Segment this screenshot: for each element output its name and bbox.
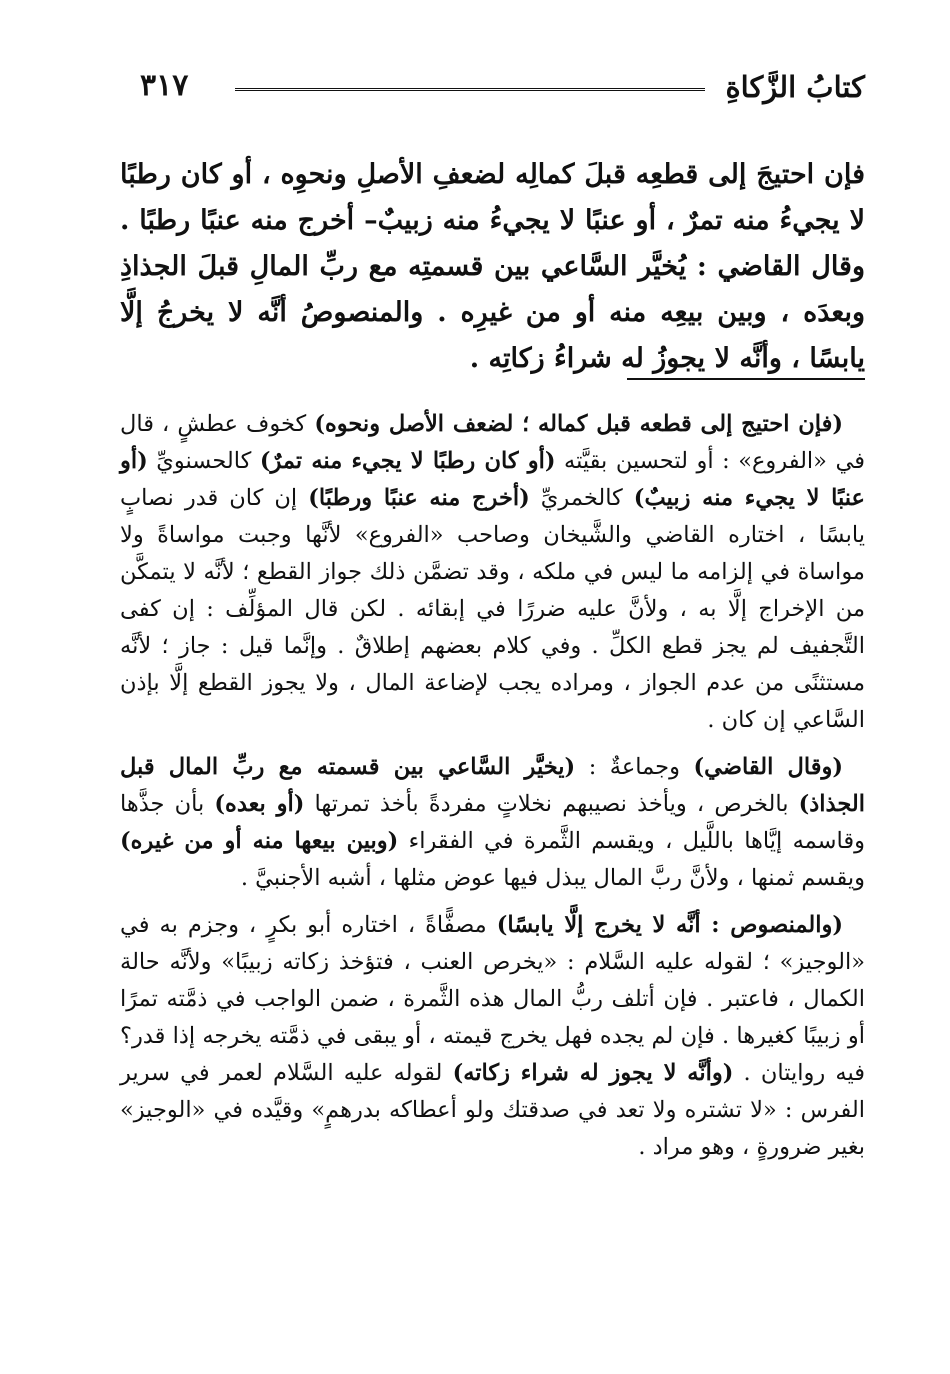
bold-quoted-text: (أو كان رطبًا لا يجيء منه تمرٌ) <box>259 448 556 474</box>
bold-quoted-text: (وبين بيعها منه أو من غيره) <box>120 828 399 854</box>
header-rule <box>235 88 705 91</box>
bold-quoted-text: (أو بعده) <box>214 791 305 817</box>
commentary <box>120 406 865 1176</box>
commentary-text: إن كان قدر نصابٍ يابسًا ، اختاره القاضي والشَّيخان وصاحب «الفروع» لأنَّها وجبت مواساةً ولا مواساة في إلزامه ما ليس في ملكه ، وقد تضمَّن ذلك جواز القطع ؛ لأنَّه لا يتمكَّن من الإخراج إلَّا به ، ولأنَّ عليه ضررًا في إبقائه . لكن قال المؤلِّف : إن كفى التَّجفيف لم يجز قطع الكلِّ . وفي كلام بعضهم إطلاقٌ . وإنَّما قيل : جاز ؛ لأنَّه مستثنًى من عدم الجواز ، ومراده يجب لإضاعة المال ، ولا يجوز القطع إلَّا بإذن السَّاعي إن كان . <box>120 485 865 733</box>
commentary-text: بأن جذَّها وقاسمه إيَّاها باللَّيل ، ويقسم الثَّمرة في الفقراء <box>120 791 865 854</box>
page-header <box>140 58 865 108</box>
page-number: ٣١٧ <box>140 68 189 103</box>
text-divider <box>627 378 865 380</box>
main-text: فإن احتيجَ إلى قطعِه قبلَ كمالِه لضعفِ الأصلِ ونحوِه ، أو كان رطبًا لا يجيءُ منه تمرٌ ، أو عنبًا لا يجيءُ منه زبيبٌ– أخرج منه عنبًا رطبًا . وقال القاضي : يُخيَّر السَّاعي بين قسمتِه مع ربِّ المالِ قبلَ الجذاذِ وبعدَه ، وبين بيعِه منه أو من غيرِه . والمنصوصُ أنَّه لا يخرجُ إلَّا يابسًا ، وأنَّه لا يجوزُ له شراءُ زكاتِه . <box>120 159 865 374</box>
commentary-paragraph <box>120 406 865 739</box>
commentary-text: ويقسم ثمنها ، ولأنَّ ربَّ المال يبذل فيها عوض مثلها ، أشبه الأجنبيَّ . <box>240 865 865 891</box>
bold-quoted-text: (وأنَّه لا يجوز له شراء زكاته) <box>452 1060 734 1086</box>
bold-quoted-text: (فإن احتيج إلى قطعه قبل كماله ؛ لضعف الأصل ونحوه) <box>314 411 843 437</box>
bold-quoted-text: (والمنصوص : أنَّه لا يخرج إلَّا يابسًا) <box>496 912 843 938</box>
commentary-text: بالخرص ، ويأخذ نصيبهم نخلاتٍ مفردةً بأخذ تمرتها <box>304 791 799 817</box>
bold-quoted-text: (وقال القاضي) <box>693 754 843 780</box>
commentary-text: كخوف عطشٍ ، قال في «الفروع» : أو لتحسين بقيَّته <box>120 411 865 474</box>
commentary-text: كالخمريِّ <box>529 485 634 511</box>
commentary-text: مصفًّاةً ، اختاره أبو بكرٍ ، وجزم به في «الوجيز» ؛ لقوله عليه السَّلام : «يخرص العنب ، فتؤخذ زكاته زبيبًا» ولأنَّه حالة الكمال ، فاعتبر . فإن أتلف ربُّ المال هذه الثَّمرة ، ضمن الواجب في ذمَّته تمرًا أو زبيبًا كغيرها . فإن لم يجده فهل يخرج قيمته ، أو يبقى في ذمَّته يخرجه إذا قدر؟ فيه روايتان . <box>120 912 865 1086</box>
commentary-text: وجماعةٌ : <box>575 754 694 780</box>
commentary-paragraph <box>120 749 865 897</box>
bold-quoted-text: (أو عنبًا لا يجيء منه زبيبٌ) <box>120 448 865 511</box>
commentary-paragraph <box>120 907 865 1166</box>
commentary-text: كالحسنويِّ <box>147 448 260 474</box>
bold-quoted-text: (أخرج منه عنبًا ورطبًا) <box>308 485 530 511</box>
commentary-text: لقوله عليه السَّلام لعمر في سرير الفرس : «لا تشتره ولا تعد في صدقتك ولو أعطاكه بدرهمٍ» وقيَّده في «الوجيز» بغير ضرورةٍ ، وهو مراد . <box>120 1060 865 1160</box>
running-title: كتابُ الزَّكاةِ <box>725 70 865 104</box>
bold-quoted-text: (يخيَّر السَّاعي بين قسمته مع ربِّ المال قبل الجذاذ) <box>120 754 865 817</box>
